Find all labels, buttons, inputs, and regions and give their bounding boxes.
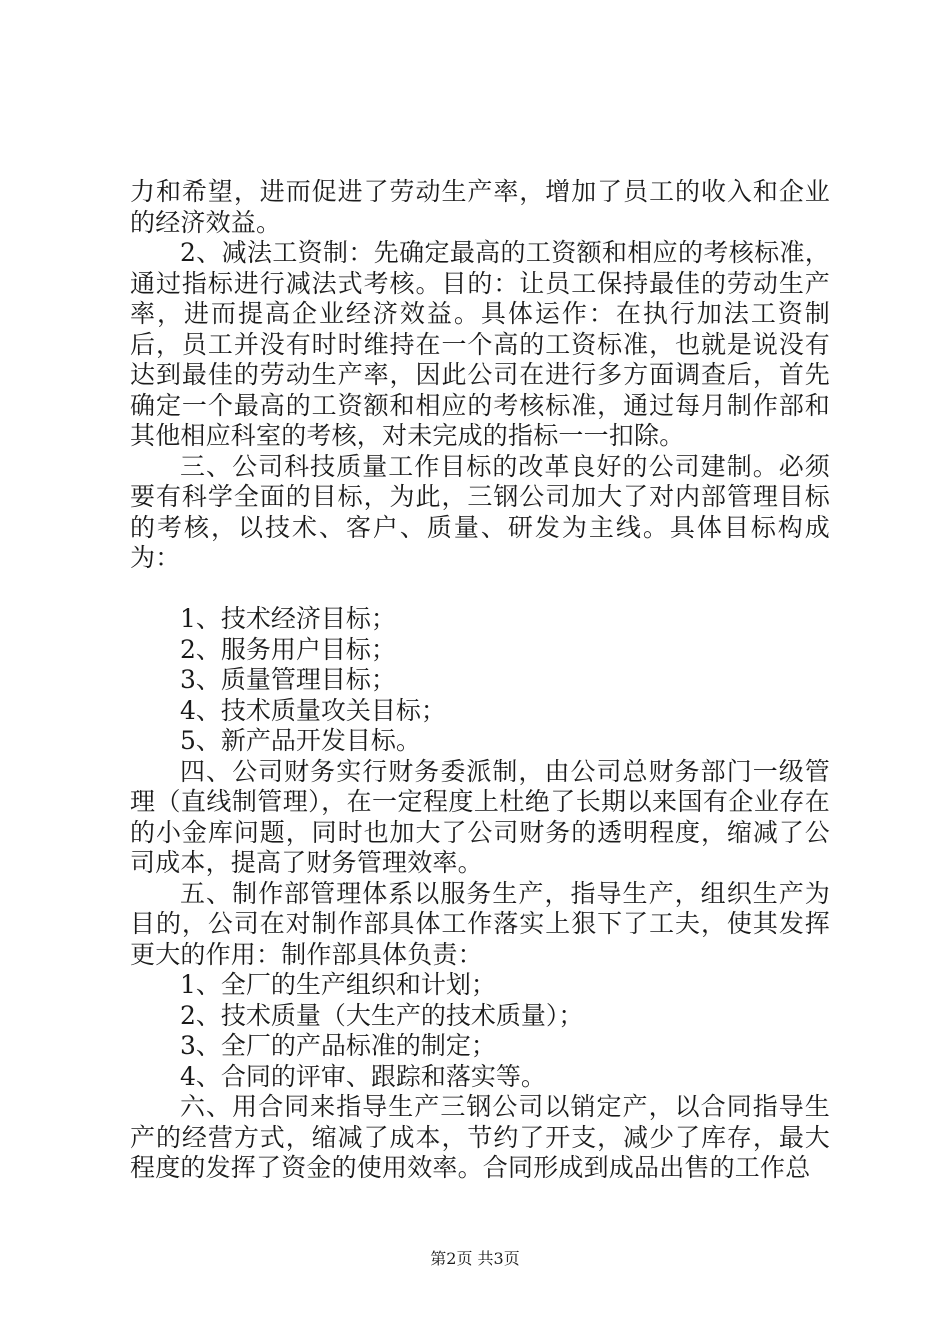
list-item: 4、技术质量攻关目标； bbox=[180, 695, 446, 725]
paragraph-section-four: 四、公司财务实行财务委派制，由公司总财务部门一级管理（直线制管理），在一定程度上杜绝了长期以来国有企业存在的小金库问题，同时也加大了公司财务的透明程度，缩减了公司成本，提高了财务管理效率。 bbox=[130, 756, 830, 877]
list-item: 4、合同的评审、跟踪和落实等。 bbox=[180, 1061, 546, 1091]
list-item: 5、新产品开发目标。 bbox=[180, 726, 421, 755]
target-list bbox=[130, 604, 830, 757]
paragraph-subtraction-wage: 2、减法工资制：先确定最高的工资额和相应的考核标准，通过指标进行减法式考核。目的：让员工保持最佳的劳动生产率，进而提高企业经济效益。具体运作：在执行加法工资制后，员工并没有时时维持在一个高的工资标准，也就是说没有达到最佳的劳动生产率，因此公司在进行多方面调查后，首先确定一个最高的工资额和相应的考核标准，通过每月制作部和其他相应科室的考核，对未完成的指标一一扣除。 bbox=[130, 238, 830, 450]
list-item: 1、技术经济目标； bbox=[180, 604, 396, 633]
list-item: 2、技术质量（大生产的技术质量）； bbox=[180, 1000, 584, 1030]
paragraph-section-five: 五、制作部管理体系以服务生产，指导生产，组织生产为目的，公司在对制作部具体工作落实上狠下了工夫，使其发挥更大的作用：制作部具体负责： bbox=[130, 878, 830, 969]
list-item: 1、全厂的生产组织和计划； bbox=[180, 970, 496, 999]
paragraph-section-six: 六、用合同来指导生产三钢公司以销定产，以合同指导生产的经营方式，缩减了成本，节约了开支，减少了库存，最大程度的发挥了资金的使用效率。合同形成到成品出售的工作总 bbox=[130, 1092, 830, 1182]
duty-list bbox=[130, 970, 830, 1092]
list-item: 2、服务用户目标； bbox=[180, 634, 396, 664]
paragraph-section-three: 三、公司科技质量工作目标的改革良好的公司建制。必须要有科学全面的目标，为此，三钢公司加大了对内部管理目标的考核，以技术、客户、质量、研发为主线。具体目标构成为： bbox=[130, 451, 830, 572]
list-item: 3、质量管理目标； bbox=[180, 665, 396, 694]
document-body bbox=[130, 177, 830, 1184]
blank-line bbox=[130, 574, 830, 605]
page-number-footer: 第2页 共3页 bbox=[430, 1249, 520, 1268]
paragraph-continuation: 力和希望，进而促进了劳动生产率，增加了员工的收入和企业的经济效益。 bbox=[130, 177, 830, 237]
list-item: 3、全厂的产品标准的制定； bbox=[180, 1031, 496, 1060]
